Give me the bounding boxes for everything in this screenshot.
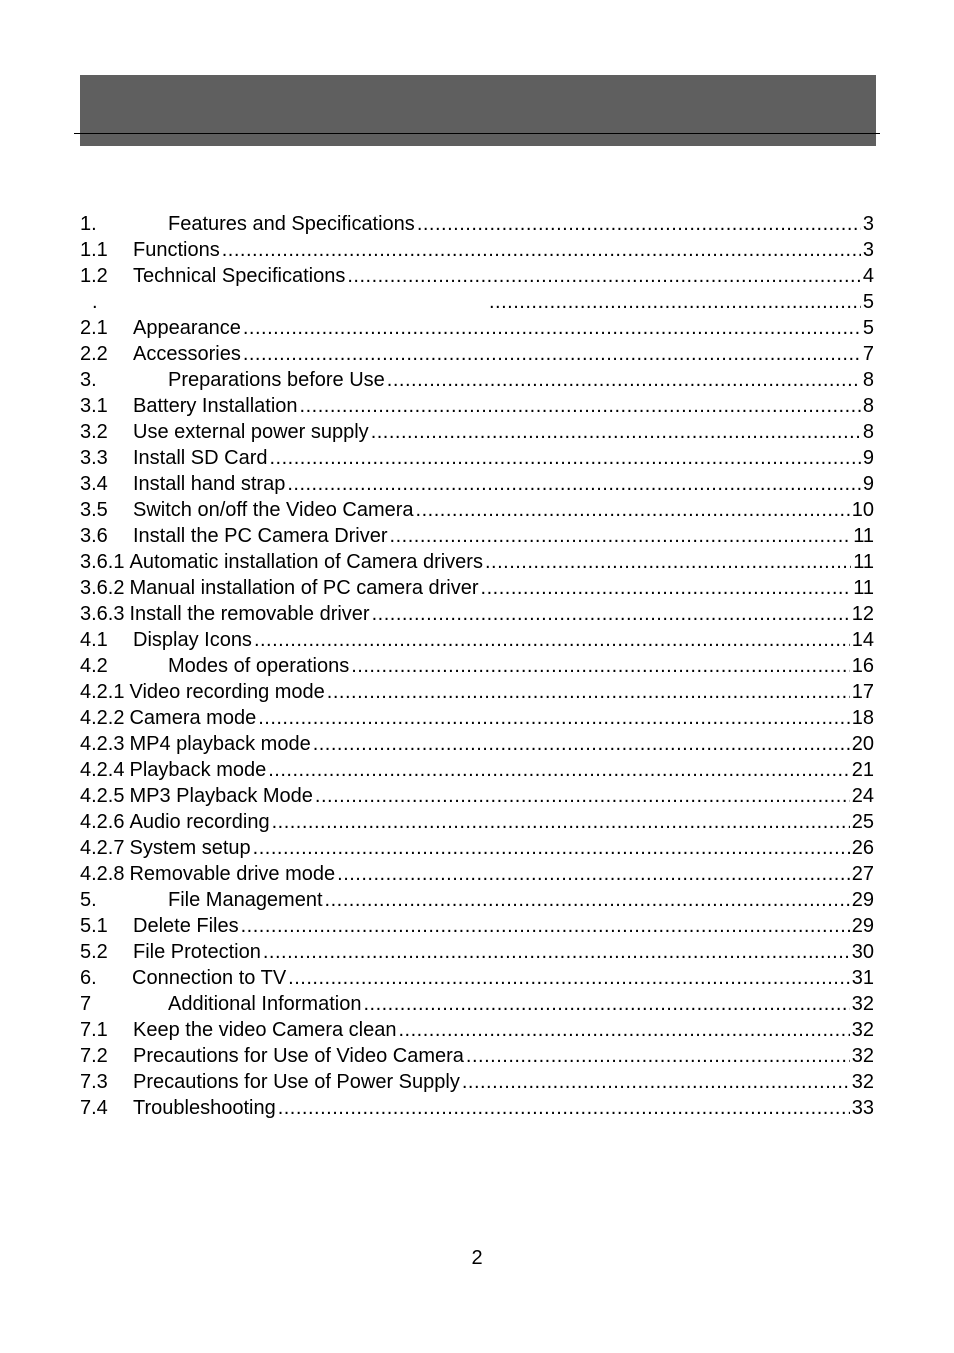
toc-leader-dots bbox=[268, 757, 850, 783]
toc-entry-page: 4 bbox=[862, 265, 874, 287]
toc-entry-title: Modes of operations bbox=[168, 655, 350, 677]
toc-entry-number: 4.1 bbox=[80, 629, 108, 651]
toc-leader-dots bbox=[313, 731, 850, 757]
toc-entry-number: 3.3 bbox=[80, 447, 108, 469]
toc-entry-number: 5.1 bbox=[80, 915, 108, 937]
page-number: 2 bbox=[471, 1247, 483, 1269]
toc-entry-title: MP3 Playback Mode bbox=[129, 785, 313, 807]
toc-leader-dots bbox=[253, 835, 850, 861]
toc-entry-title: Appearance bbox=[133, 317, 241, 339]
toc-entry-page: 12 bbox=[851, 603, 874, 625]
toc-leader-dots bbox=[270, 445, 861, 471]
toc-entry-number: 4.2.5 bbox=[80, 785, 125, 807]
toc-leader-dots bbox=[489, 289, 861, 315]
toc-entry[interactable] bbox=[80, 601, 874, 627]
toc-entry-number: 5. bbox=[80, 889, 97, 911]
toc-entry-number: 7 bbox=[80, 993, 92, 1015]
toc-leader-dots bbox=[466, 1043, 850, 1069]
toc-leader-dots bbox=[315, 783, 850, 809]
toc-entry-title: Accessories bbox=[133, 343, 241, 365]
toc-entry-number: 7.1 bbox=[80, 1019, 108, 1041]
toc-entry-page: 26 bbox=[851, 837, 874, 859]
toc-entry-number: 4.2.8 bbox=[80, 863, 125, 885]
toc-entry-page: 29 bbox=[851, 889, 874, 911]
toc-entry-page: 7 bbox=[862, 343, 874, 365]
toc-leader-dots bbox=[363, 991, 849, 1017]
toc-entry-page: 25 bbox=[851, 811, 874, 833]
toc-entry[interactable] bbox=[80, 887, 874, 913]
toc-entry-title: Troubleshooting bbox=[133, 1097, 276, 1119]
toc-entry-number: 1.2 bbox=[80, 265, 108, 287]
toc-entry-page: 8 bbox=[862, 421, 874, 443]
toc-entry-title: Preparations before Use bbox=[168, 369, 385, 391]
toc-entry[interactable] bbox=[80, 757, 874, 783]
toc-entry-title: File Management bbox=[168, 889, 323, 911]
toc-entry-number: 4.2.2 bbox=[80, 707, 125, 729]
toc-leader-dots bbox=[272, 809, 850, 835]
toc-entry-number: 4.2.1 bbox=[80, 681, 125, 703]
toc-entry-title: Camera mode bbox=[129, 707, 257, 729]
toc-entry[interactable] bbox=[80, 341, 874, 367]
toc-entry-title: Automatic installation of Camera drivers bbox=[129, 551, 483, 573]
toc-entry-title: Delete Files bbox=[133, 915, 239, 937]
toc-entry-page: 27 bbox=[851, 863, 874, 885]
toc-entry-title: Additional Information bbox=[168, 993, 362, 1015]
toc-entry[interactable] bbox=[80, 289, 874, 315]
toc-entry[interactable] bbox=[80, 367, 874, 393]
toc-leader-dots bbox=[462, 1069, 850, 1095]
toc-entry-number: 3.6.2 bbox=[80, 577, 125, 599]
toc-entry[interactable] bbox=[80, 575, 874, 601]
toc-entry-number: 3.6.1 bbox=[80, 551, 125, 573]
toc-entry-title: Precautions for Use of Video Camera bbox=[133, 1045, 464, 1067]
toc-entry-page: 9 bbox=[862, 473, 874, 495]
toc-entry-title: Switch on/off the Video Camera bbox=[133, 499, 414, 521]
header-bar bbox=[80, 75, 876, 146]
toc-leader-dots bbox=[243, 315, 861, 341]
toc-leader-dots bbox=[263, 939, 850, 965]
toc-entry-page: 14 bbox=[851, 629, 874, 651]
toc-leader-dots bbox=[337, 861, 850, 887]
toc-entry-page: 29 bbox=[851, 915, 874, 937]
toc-entry[interactable] bbox=[80, 913, 874, 939]
toc-entry[interactable] bbox=[80, 315, 874, 341]
toc-entry-number: 4.2.7 bbox=[80, 837, 125, 859]
toc-leader-dots bbox=[387, 367, 861, 393]
toc-entry-number: 5.2 bbox=[80, 941, 108, 963]
toc-entry[interactable] bbox=[80, 497, 874, 523]
toc-entry[interactable] bbox=[80, 939, 874, 965]
toc-leader-dots bbox=[287, 471, 861, 497]
toc-entry-number: 7.4 bbox=[80, 1097, 108, 1119]
toc-entry[interactable] bbox=[80, 627, 874, 653]
toc-leader-dots bbox=[241, 913, 850, 939]
toc-leader-dots bbox=[278, 1095, 850, 1121]
toc-entry-title: Functions bbox=[133, 239, 220, 261]
toc-entry-number: 7.3 bbox=[80, 1071, 108, 1093]
toc-entry-number: 4.2 bbox=[80, 655, 108, 677]
toc-entry[interactable] bbox=[80, 237, 874, 263]
toc-entry-title: Precautions for Use of Power Supply bbox=[133, 1071, 460, 1093]
table-of-contents bbox=[80, 211, 874, 1121]
toc-entry-title: Features and Specifications bbox=[168, 213, 415, 235]
toc-entry[interactable] bbox=[80, 861, 874, 887]
toc-entry-title: Display Icons bbox=[133, 629, 252, 651]
toc-entry-page: 16 bbox=[851, 655, 874, 677]
toc-entry-number: 3.2 bbox=[80, 421, 108, 443]
toc-entry-title: Manual installation of PC camera driver bbox=[129, 577, 479, 599]
toc-entry-title: Video recording mode bbox=[129, 681, 325, 703]
header-rule bbox=[74, 133, 880, 134]
toc-leader-dots bbox=[371, 419, 861, 445]
toc-entry-page: 24 bbox=[851, 785, 874, 807]
toc-leader-dots bbox=[347, 263, 861, 289]
toc-entry-page: 30 bbox=[851, 941, 874, 963]
toc-entry-page: 10 bbox=[851, 499, 874, 521]
toc-entry-number: 4.2.4 bbox=[80, 759, 125, 781]
toc-entry-page: 32 bbox=[851, 1071, 874, 1093]
toc-entry-title: Install the removable driver bbox=[129, 603, 370, 625]
toc-leader-dots bbox=[351, 653, 850, 679]
toc-entry-number: 3.6 bbox=[80, 525, 108, 547]
toc-entry-title: Install SD Card bbox=[133, 447, 268, 469]
toc-entry[interactable] bbox=[80, 705, 874, 731]
toc-entry[interactable] bbox=[80, 549, 874, 575]
toc-entry-number: 6. bbox=[80, 967, 97, 989]
toc-entry-number: 3.1 bbox=[80, 395, 108, 417]
toc-entry-number: 1. bbox=[80, 213, 97, 235]
toc-leader-dots bbox=[254, 627, 850, 653]
toc-entry-title: Install the PC Camera Driver bbox=[133, 525, 388, 547]
toc-entry-title: Use external power supply bbox=[133, 421, 369, 443]
toc-entry[interactable] bbox=[80, 263, 874, 289]
toc-entry-title: System setup bbox=[129, 837, 251, 859]
toc-entry[interactable] bbox=[80, 419, 874, 445]
toc-leader-dots bbox=[399, 1017, 850, 1043]
toc-entry[interactable] bbox=[80, 731, 874, 757]
toc-entry-page: 5 bbox=[862, 291, 874, 313]
toc-entry-number: 3.4 bbox=[80, 473, 108, 495]
toc-entry[interactable] bbox=[80, 1069, 874, 1095]
toc-entry-number: . bbox=[92, 291, 98, 313]
toc-entry[interactable] bbox=[80, 965, 874, 991]
toc-leader-dots bbox=[300, 393, 861, 419]
toc-entry-number: 2.2 bbox=[80, 343, 108, 365]
toc-leader-dots bbox=[372, 601, 850, 627]
toc-entry-title: Install hand strap bbox=[133, 473, 286, 495]
toc-entry[interactable] bbox=[80, 679, 874, 705]
toc-entry[interactable] bbox=[80, 783, 874, 809]
toc-entry[interactable] bbox=[80, 211, 874, 237]
toc-entry[interactable] bbox=[80, 393, 874, 419]
toc-entry[interactable] bbox=[80, 809, 874, 835]
toc-entry-page: 18 bbox=[851, 707, 874, 729]
toc-entry-title: File Protection bbox=[133, 941, 261, 963]
toc-entry[interactable] bbox=[80, 991, 874, 1017]
toc-leader-dots bbox=[481, 575, 852, 601]
toc-entry-page: 33 bbox=[851, 1097, 874, 1119]
toc-leader-dots bbox=[258, 705, 850, 731]
toc-leader-dots bbox=[416, 497, 850, 523]
toc-entry-number: 3. bbox=[80, 369, 97, 391]
toc-entry-number: 4.2.6 bbox=[80, 811, 125, 833]
toc-entry-page: 17 bbox=[851, 681, 874, 703]
toc-entry[interactable] bbox=[80, 653, 874, 679]
toc-leader-dots bbox=[390, 523, 852, 549]
toc-entry-number: 3.6.3 bbox=[80, 603, 125, 625]
toc-entry-page: 32 bbox=[851, 1045, 874, 1067]
toc-entry-page: 11 bbox=[853, 577, 874, 599]
toc-entry-page: 20 bbox=[851, 733, 874, 755]
toc-entry-number: 4.2.3 bbox=[80, 733, 125, 755]
toc-entry-page: 11 bbox=[853, 551, 874, 573]
toc-leader-dots bbox=[243, 341, 861, 367]
toc-leader-dots bbox=[485, 549, 851, 575]
toc-leader-dots bbox=[288, 965, 850, 991]
toc-entry-title: Battery Installation bbox=[133, 395, 298, 417]
toc-entry[interactable] bbox=[80, 523, 874, 549]
toc-leader-dots bbox=[327, 679, 850, 705]
toc-entry-page: 8 bbox=[862, 369, 874, 391]
toc-entry-title: Removable drive mode bbox=[129, 863, 336, 885]
toc-entry-page: 32 bbox=[851, 1019, 874, 1041]
toc-entry-title: Playback mode bbox=[129, 759, 267, 781]
toc-entry[interactable] bbox=[80, 445, 874, 471]
toc-leader-dots bbox=[417, 211, 861, 237]
toc-entry-page: 8 bbox=[862, 395, 874, 417]
toc-entry[interactable] bbox=[80, 1043, 874, 1069]
toc-entry-title: MP4 playback mode bbox=[129, 733, 311, 755]
toc-leader-dots bbox=[325, 887, 850, 913]
toc-entry[interactable] bbox=[80, 471, 874, 497]
toc-entry-number: 1.1 bbox=[80, 239, 108, 261]
toc-entry-page: 3 bbox=[862, 213, 874, 235]
toc-entry[interactable] bbox=[80, 1095, 874, 1121]
toc-entry-page: 9 bbox=[862, 447, 874, 469]
toc-entry[interactable] bbox=[80, 1017, 874, 1043]
toc-entry-number: 2.1 bbox=[80, 317, 108, 339]
toc-entry-page: 3 bbox=[862, 239, 874, 261]
toc-entry-page: 21 bbox=[851, 759, 874, 781]
toc-entry[interactable] bbox=[80, 835, 874, 861]
toc-entry-page: 31 bbox=[851, 967, 874, 989]
toc-entry-page: 5 bbox=[862, 317, 874, 339]
toc-entry-title: Technical Specifications bbox=[133, 265, 346, 287]
toc-entry-title: Keep the video Camera clean bbox=[133, 1019, 397, 1041]
toc-entry-number: 3.5 bbox=[80, 499, 108, 521]
toc-leader-dots bbox=[222, 237, 861, 263]
toc-entry-page: 32 bbox=[851, 993, 874, 1015]
toc-entry-number: 7.2 bbox=[80, 1045, 108, 1067]
toc-entry-title: Connection to TV bbox=[132, 967, 287, 989]
toc-entry-title: Audio recording bbox=[129, 811, 270, 833]
toc-entry-page: 11 bbox=[853, 525, 874, 547]
